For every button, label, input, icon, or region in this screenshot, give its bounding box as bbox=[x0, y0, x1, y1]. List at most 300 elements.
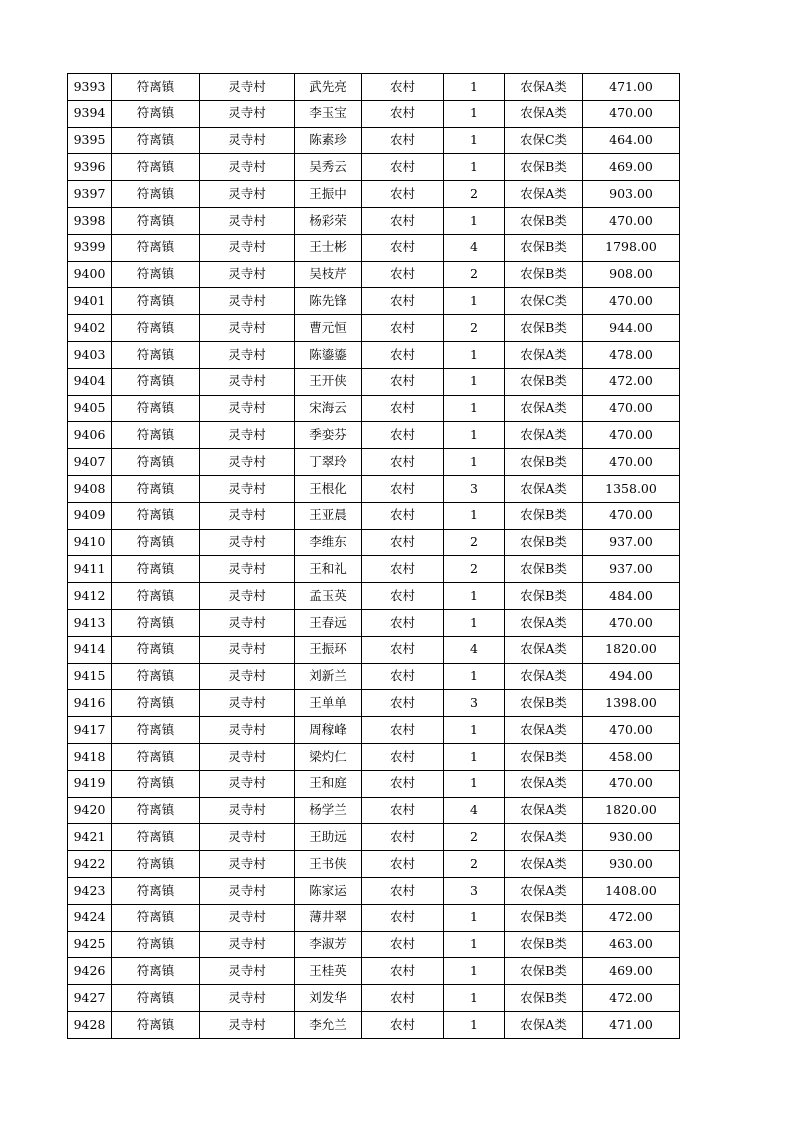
row-number-cell: 9411 bbox=[68, 556, 112, 583]
row-number-cell: 9396 bbox=[68, 154, 112, 181]
town-cell: 符离镇 bbox=[112, 636, 200, 663]
amount-cell: 463.00 bbox=[583, 931, 680, 958]
row-number-cell: 9412 bbox=[68, 583, 112, 610]
person-count-cell: 4 bbox=[444, 234, 505, 261]
household-type-cell: 农村 bbox=[362, 288, 444, 315]
village-cell: 灵寺村 bbox=[200, 502, 295, 529]
village-cell: 灵寺村 bbox=[200, 743, 295, 770]
person-count-cell: 1 bbox=[444, 368, 505, 395]
household-type-cell: 农村 bbox=[362, 154, 444, 181]
person-count-cell: 1 bbox=[444, 449, 505, 476]
amount-cell: 1358.00 bbox=[583, 475, 680, 502]
amount-cell: 478.00 bbox=[583, 341, 680, 368]
table-row bbox=[68, 958, 680, 985]
table-row bbox=[68, 609, 680, 636]
village-cell: 灵寺村 bbox=[200, 636, 295, 663]
person-count-cell: 1 bbox=[444, 100, 505, 127]
table-row bbox=[68, 234, 680, 261]
person-count-cell: 4 bbox=[444, 797, 505, 824]
name-cell: 丁翠玲 bbox=[295, 449, 362, 476]
table-row bbox=[68, 770, 680, 797]
amount-cell: 470.00 bbox=[583, 288, 680, 315]
town-cell: 符离镇 bbox=[112, 958, 200, 985]
insurance-category-cell: 农保A类 bbox=[505, 181, 583, 208]
table-row bbox=[68, 475, 680, 502]
household-type-cell: 农村 bbox=[362, 877, 444, 904]
insurance-category-cell: 农保A类 bbox=[505, 422, 583, 449]
name-cell: 季娈芬 bbox=[295, 422, 362, 449]
household-type-cell: 农村 bbox=[362, 395, 444, 422]
amount-cell: 494.00 bbox=[583, 663, 680, 690]
row-number-cell: 9413 bbox=[68, 609, 112, 636]
amount-cell: 470.00 bbox=[583, 717, 680, 744]
household-type-cell: 农村 bbox=[362, 502, 444, 529]
table-row bbox=[68, 529, 680, 556]
person-count-cell: 1 bbox=[444, 395, 505, 422]
household-type-cell: 农村 bbox=[362, 261, 444, 288]
name-cell: 陈家运 bbox=[295, 877, 362, 904]
town-cell: 符离镇 bbox=[112, 502, 200, 529]
person-count-cell: 1 bbox=[444, 341, 505, 368]
name-cell: 陈先锋 bbox=[295, 288, 362, 315]
town-cell: 符离镇 bbox=[112, 556, 200, 583]
household-type-cell: 农村 bbox=[362, 315, 444, 342]
insurance-category-cell: 农保A类 bbox=[505, 74, 583, 101]
household-type-cell: 农村 bbox=[362, 475, 444, 502]
amount-cell: 470.00 bbox=[583, 422, 680, 449]
insurance-category-cell: 农保B类 bbox=[505, 368, 583, 395]
amount-cell: 937.00 bbox=[583, 556, 680, 583]
insurance-category-cell: 农保C类 bbox=[505, 127, 583, 154]
amount-cell: 469.00 bbox=[583, 958, 680, 985]
amount-cell: 470.00 bbox=[583, 449, 680, 476]
village-cell: 灵寺村 bbox=[200, 824, 295, 851]
name-cell: 周稼峰 bbox=[295, 717, 362, 744]
town-cell: 符离镇 bbox=[112, 663, 200, 690]
insurance-category-cell: 农保A类 bbox=[505, 475, 583, 502]
name-cell: 王根化 bbox=[295, 475, 362, 502]
person-count-cell: 1 bbox=[444, 127, 505, 154]
village-cell: 灵寺村 bbox=[200, 395, 295, 422]
insurance-category-cell: 农保A类 bbox=[505, 609, 583, 636]
town-cell: 符离镇 bbox=[112, 100, 200, 127]
town-cell: 符离镇 bbox=[112, 368, 200, 395]
insurance-category-cell: 农保B类 bbox=[505, 690, 583, 717]
amount-cell: 472.00 bbox=[583, 904, 680, 931]
amount-cell: 458.00 bbox=[583, 743, 680, 770]
village-cell: 灵寺村 bbox=[200, 475, 295, 502]
household-type-cell: 农村 bbox=[362, 100, 444, 127]
village-cell: 灵寺村 bbox=[200, 529, 295, 556]
town-cell: 符离镇 bbox=[112, 288, 200, 315]
town-cell: 符离镇 bbox=[112, 154, 200, 181]
row-number-cell: 9405 bbox=[68, 395, 112, 422]
name-cell: 梁灼仁 bbox=[295, 743, 362, 770]
name-cell: 王亚晨 bbox=[295, 502, 362, 529]
household-type-cell: 农村 bbox=[362, 583, 444, 610]
town-cell: 符离镇 bbox=[112, 127, 200, 154]
village-cell: 灵寺村 bbox=[200, 100, 295, 127]
village-cell: 灵寺村 bbox=[200, 556, 295, 583]
town-cell: 符离镇 bbox=[112, 851, 200, 878]
amount-cell: 471.00 bbox=[583, 1011, 680, 1038]
row-number-cell: 9400 bbox=[68, 261, 112, 288]
table-row bbox=[68, 368, 680, 395]
town-cell: 符离镇 bbox=[112, 74, 200, 101]
row-number-cell: 9395 bbox=[68, 127, 112, 154]
table-row bbox=[68, 154, 680, 181]
village-cell: 灵寺村 bbox=[200, 207, 295, 234]
person-count-cell: 1 bbox=[444, 1011, 505, 1038]
name-cell: 吴枝芹 bbox=[295, 261, 362, 288]
name-cell: 吴秀云 bbox=[295, 154, 362, 181]
town-cell: 符离镇 bbox=[112, 449, 200, 476]
row-number-cell: 9410 bbox=[68, 529, 112, 556]
table-row bbox=[68, 985, 680, 1012]
village-cell: 灵寺村 bbox=[200, 690, 295, 717]
household-type-cell: 农村 bbox=[362, 609, 444, 636]
name-cell: 李允兰 bbox=[295, 1011, 362, 1038]
insurance-category-cell: 农保B类 bbox=[505, 583, 583, 610]
name-cell: 王振环 bbox=[295, 636, 362, 663]
household-type-cell: 农村 bbox=[362, 234, 444, 261]
town-cell: 符离镇 bbox=[112, 341, 200, 368]
name-cell: 王振中 bbox=[295, 181, 362, 208]
town-cell: 符离镇 bbox=[112, 770, 200, 797]
row-number-cell: 9404 bbox=[68, 368, 112, 395]
person-count-cell: 3 bbox=[444, 877, 505, 904]
village-cell: 灵寺村 bbox=[200, 288, 295, 315]
person-count-cell: 1 bbox=[444, 985, 505, 1012]
name-cell: 王和礼 bbox=[295, 556, 362, 583]
table-row bbox=[68, 636, 680, 663]
insurance-category-cell: 农保B类 bbox=[505, 904, 583, 931]
name-cell: 曹元恒 bbox=[295, 315, 362, 342]
table-row bbox=[68, 127, 680, 154]
table-row bbox=[68, 797, 680, 824]
person-count-cell: 1 bbox=[444, 422, 505, 449]
person-count-cell: 1 bbox=[444, 717, 505, 744]
table-row bbox=[68, 100, 680, 127]
amount-cell: 1408.00 bbox=[583, 877, 680, 904]
table-row bbox=[68, 877, 680, 904]
table-row bbox=[68, 288, 680, 315]
village-cell: 灵寺村 bbox=[200, 663, 295, 690]
household-type-cell: 农村 bbox=[362, 449, 444, 476]
insurance-category-cell: 农保A类 bbox=[505, 341, 583, 368]
amount-cell: 470.00 bbox=[583, 770, 680, 797]
amount-cell: 470.00 bbox=[583, 609, 680, 636]
row-number-cell: 9424 bbox=[68, 904, 112, 931]
row-number-cell: 9407 bbox=[68, 449, 112, 476]
household-type-cell: 农村 bbox=[362, 931, 444, 958]
town-cell: 符离镇 bbox=[112, 797, 200, 824]
name-cell: 杨彩荣 bbox=[295, 207, 362, 234]
village-cell: 灵寺村 bbox=[200, 449, 295, 476]
table-row bbox=[68, 904, 680, 931]
row-number-cell: 9406 bbox=[68, 422, 112, 449]
person-count-cell: 1 bbox=[444, 288, 505, 315]
person-count-cell: 2 bbox=[444, 315, 505, 342]
household-type-cell: 农村 bbox=[362, 690, 444, 717]
town-cell: 符离镇 bbox=[112, 690, 200, 717]
village-cell: 灵寺村 bbox=[200, 583, 295, 610]
row-number-cell: 9394 bbox=[68, 100, 112, 127]
amount-cell: 469.00 bbox=[583, 154, 680, 181]
row-number-cell: 9414 bbox=[68, 636, 112, 663]
amount-cell: 944.00 bbox=[583, 315, 680, 342]
name-cell: 王士彬 bbox=[295, 234, 362, 261]
row-number-cell: 9417 bbox=[68, 717, 112, 744]
household-type-cell: 农村 bbox=[362, 851, 444, 878]
insurance-category-cell: 农保B类 bbox=[505, 743, 583, 770]
household-type-cell: 农村 bbox=[362, 770, 444, 797]
amount-cell: 903.00 bbox=[583, 181, 680, 208]
village-cell: 灵寺村 bbox=[200, 422, 295, 449]
town-cell: 符离镇 bbox=[112, 207, 200, 234]
person-count-cell: 1 bbox=[444, 502, 505, 529]
town-cell: 符离镇 bbox=[112, 877, 200, 904]
table-row bbox=[68, 207, 680, 234]
village-cell: 灵寺村 bbox=[200, 958, 295, 985]
insurance-category-cell: 农保B类 bbox=[505, 315, 583, 342]
row-number-cell: 9398 bbox=[68, 207, 112, 234]
household-type-cell: 农村 bbox=[362, 985, 444, 1012]
person-count-cell: 1 bbox=[444, 207, 505, 234]
household-type-cell: 农村 bbox=[362, 181, 444, 208]
amount-cell: 470.00 bbox=[583, 207, 680, 234]
name-cell: 孟玉英 bbox=[295, 583, 362, 610]
table-row bbox=[68, 931, 680, 958]
village-cell: 灵寺村 bbox=[200, 931, 295, 958]
household-type-cell: 农村 bbox=[362, 341, 444, 368]
name-cell: 刘新兰 bbox=[295, 663, 362, 690]
name-cell: 王助远 bbox=[295, 824, 362, 851]
person-count-cell: 1 bbox=[444, 770, 505, 797]
village-cell: 灵寺村 bbox=[200, 127, 295, 154]
town-cell: 符离镇 bbox=[112, 717, 200, 744]
village-cell: 灵寺村 bbox=[200, 904, 295, 931]
name-cell: 王书侠 bbox=[295, 851, 362, 878]
insurance-category-cell: 农保B类 bbox=[505, 449, 583, 476]
amount-cell: 930.00 bbox=[583, 824, 680, 851]
person-count-cell: 1 bbox=[444, 583, 505, 610]
town-cell: 符离镇 bbox=[112, 395, 200, 422]
row-number-cell: 9397 bbox=[68, 181, 112, 208]
village-cell: 灵寺村 bbox=[200, 341, 295, 368]
amount-cell: 471.00 bbox=[583, 74, 680, 101]
name-cell: 王开侠 bbox=[295, 368, 362, 395]
village-cell: 灵寺村 bbox=[200, 234, 295, 261]
person-count-cell: 3 bbox=[444, 690, 505, 717]
insurance-category-cell: 农保A类 bbox=[505, 395, 583, 422]
table-row bbox=[68, 663, 680, 690]
village-cell: 灵寺村 bbox=[200, 609, 295, 636]
name-cell: 李玉宝 bbox=[295, 100, 362, 127]
name-cell: 武先亮 bbox=[295, 74, 362, 101]
town-cell: 符离镇 bbox=[112, 261, 200, 288]
town-cell: 符离镇 bbox=[112, 529, 200, 556]
village-cell: 灵寺村 bbox=[200, 797, 295, 824]
household-type-cell: 农村 bbox=[362, 556, 444, 583]
village-cell: 灵寺村 bbox=[200, 181, 295, 208]
table-row bbox=[68, 449, 680, 476]
amount-cell: 472.00 bbox=[583, 368, 680, 395]
row-number-cell: 9421 bbox=[68, 824, 112, 851]
household-type-cell: 农村 bbox=[362, 904, 444, 931]
table-row bbox=[68, 824, 680, 851]
person-count-cell: 4 bbox=[444, 636, 505, 663]
insurance-category-cell: 农保B类 bbox=[505, 502, 583, 529]
town-cell: 符离镇 bbox=[112, 181, 200, 208]
household-type-cell: 农村 bbox=[362, 636, 444, 663]
amount-cell: 464.00 bbox=[583, 127, 680, 154]
amount-cell: 908.00 bbox=[583, 261, 680, 288]
amount-cell: 937.00 bbox=[583, 529, 680, 556]
town-cell: 符离镇 bbox=[112, 824, 200, 851]
village-cell: 灵寺村 bbox=[200, 877, 295, 904]
row-number-cell: 9403 bbox=[68, 341, 112, 368]
household-type-cell: 农村 bbox=[362, 422, 444, 449]
person-count-cell: 1 bbox=[444, 154, 505, 181]
row-number-cell: 9418 bbox=[68, 743, 112, 770]
town-cell: 符离镇 bbox=[112, 931, 200, 958]
name-cell: 杨学兰 bbox=[295, 797, 362, 824]
village-cell: 灵寺村 bbox=[200, 315, 295, 342]
town-cell: 符离镇 bbox=[112, 315, 200, 342]
household-type-cell: 农村 bbox=[362, 797, 444, 824]
town-cell: 符离镇 bbox=[112, 475, 200, 502]
amount-cell: 472.00 bbox=[583, 985, 680, 1012]
name-cell: 王单单 bbox=[295, 690, 362, 717]
household-type-cell: 农村 bbox=[362, 958, 444, 985]
household-type-cell: 农村 bbox=[362, 74, 444, 101]
town-cell: 符离镇 bbox=[112, 904, 200, 931]
row-number-cell: 9408 bbox=[68, 475, 112, 502]
amount-cell: 470.00 bbox=[583, 100, 680, 127]
town-cell: 符离镇 bbox=[112, 743, 200, 770]
name-cell: 李淑芳 bbox=[295, 931, 362, 958]
name-cell: 王和庭 bbox=[295, 770, 362, 797]
row-number-cell: 9409 bbox=[68, 502, 112, 529]
table-row bbox=[68, 583, 680, 610]
town-cell: 符离镇 bbox=[112, 422, 200, 449]
insurance-category-cell: 农保A类 bbox=[505, 717, 583, 744]
table-row bbox=[68, 1011, 680, 1038]
row-number-cell: 9427 bbox=[68, 985, 112, 1012]
amount-cell: 1398.00 bbox=[583, 690, 680, 717]
row-number-cell: 9393 bbox=[68, 74, 112, 101]
person-count-cell: 1 bbox=[444, 958, 505, 985]
table-row bbox=[68, 422, 680, 449]
person-count-cell: 1 bbox=[444, 663, 505, 690]
village-cell: 灵寺村 bbox=[200, 154, 295, 181]
insurance-category-cell: 农保A类 bbox=[505, 797, 583, 824]
insurance-category-cell: 农保A类 bbox=[505, 636, 583, 663]
insurance-category-cell: 农保B类 bbox=[505, 931, 583, 958]
table-row bbox=[68, 261, 680, 288]
insurance-category-cell: 农保B类 bbox=[505, 207, 583, 234]
amount-cell: 1820.00 bbox=[583, 636, 680, 663]
table-row bbox=[68, 502, 680, 529]
amount-cell: 470.00 bbox=[583, 395, 680, 422]
name-cell: 王桂英 bbox=[295, 958, 362, 985]
person-count-cell: 2 bbox=[444, 824, 505, 851]
town-cell: 符离镇 bbox=[112, 234, 200, 261]
row-number-cell: 9422 bbox=[68, 851, 112, 878]
amount-cell: 484.00 bbox=[583, 583, 680, 610]
table-row bbox=[68, 315, 680, 342]
person-count-cell: 2 bbox=[444, 181, 505, 208]
table-row bbox=[68, 556, 680, 583]
table-row bbox=[68, 74, 680, 101]
table-row bbox=[68, 743, 680, 770]
amount-cell: 1798.00 bbox=[583, 234, 680, 261]
town-cell: 符离镇 bbox=[112, 583, 200, 610]
insurance-category-cell: 农保A类 bbox=[505, 824, 583, 851]
name-cell: 薄井翠 bbox=[295, 904, 362, 931]
insurance-category-cell: 农保A类 bbox=[505, 1011, 583, 1038]
insurance-category-cell: 农保B类 bbox=[505, 556, 583, 583]
insurance-category-cell: 农保A类 bbox=[505, 851, 583, 878]
town-cell: 符离镇 bbox=[112, 1011, 200, 1038]
household-type-cell: 农村 bbox=[362, 717, 444, 744]
data-table bbox=[67, 73, 680, 1039]
table-row bbox=[68, 341, 680, 368]
row-number-cell: 9420 bbox=[68, 797, 112, 824]
insurance-category-cell: 农保A类 bbox=[505, 100, 583, 127]
table-body bbox=[68, 74, 680, 1039]
row-number-cell: 9399 bbox=[68, 234, 112, 261]
row-number-cell: 9401 bbox=[68, 288, 112, 315]
insurance-category-cell: 农保B类 bbox=[505, 154, 583, 181]
row-number-cell: 9415 bbox=[68, 663, 112, 690]
amount-cell: 470.00 bbox=[583, 502, 680, 529]
insurance-category-cell: 农保B类 bbox=[505, 529, 583, 556]
town-cell: 符离镇 bbox=[112, 609, 200, 636]
insurance-category-cell: 农保B类 bbox=[505, 234, 583, 261]
village-cell: 灵寺村 bbox=[200, 717, 295, 744]
household-type-cell: 农村 bbox=[362, 824, 444, 851]
household-type-cell: 农村 bbox=[362, 743, 444, 770]
row-number-cell: 9428 bbox=[68, 1011, 112, 1038]
insurance-category-cell: 农保A类 bbox=[505, 877, 583, 904]
insurance-category-cell: 农保A类 bbox=[505, 770, 583, 797]
insurance-category-cell: 农保C类 bbox=[505, 288, 583, 315]
person-count-cell: 3 bbox=[444, 475, 505, 502]
row-number-cell: 9423 bbox=[68, 877, 112, 904]
table-row bbox=[68, 717, 680, 744]
person-count-cell: 2 bbox=[444, 261, 505, 288]
person-count-cell: 1 bbox=[444, 74, 505, 101]
amount-cell: 930.00 bbox=[583, 851, 680, 878]
insurance-category-cell: 农保A类 bbox=[505, 663, 583, 690]
person-count-cell: 2 bbox=[444, 556, 505, 583]
table-row bbox=[68, 851, 680, 878]
person-count-cell: 1 bbox=[444, 609, 505, 636]
insurance-category-cell: 农保B类 bbox=[505, 958, 583, 985]
person-count-cell: 2 bbox=[444, 529, 505, 556]
name-cell: 宋海云 bbox=[295, 395, 362, 422]
name-cell: 陈素珍 bbox=[295, 127, 362, 154]
row-number-cell: 9416 bbox=[68, 690, 112, 717]
village-cell: 灵寺村 bbox=[200, 74, 295, 101]
insurance-category-cell: 农保B类 bbox=[505, 985, 583, 1012]
person-count-cell: 1 bbox=[444, 743, 505, 770]
village-cell: 灵寺村 bbox=[200, 1011, 295, 1038]
village-cell: 灵寺村 bbox=[200, 368, 295, 395]
household-type-cell: 农村 bbox=[362, 127, 444, 154]
